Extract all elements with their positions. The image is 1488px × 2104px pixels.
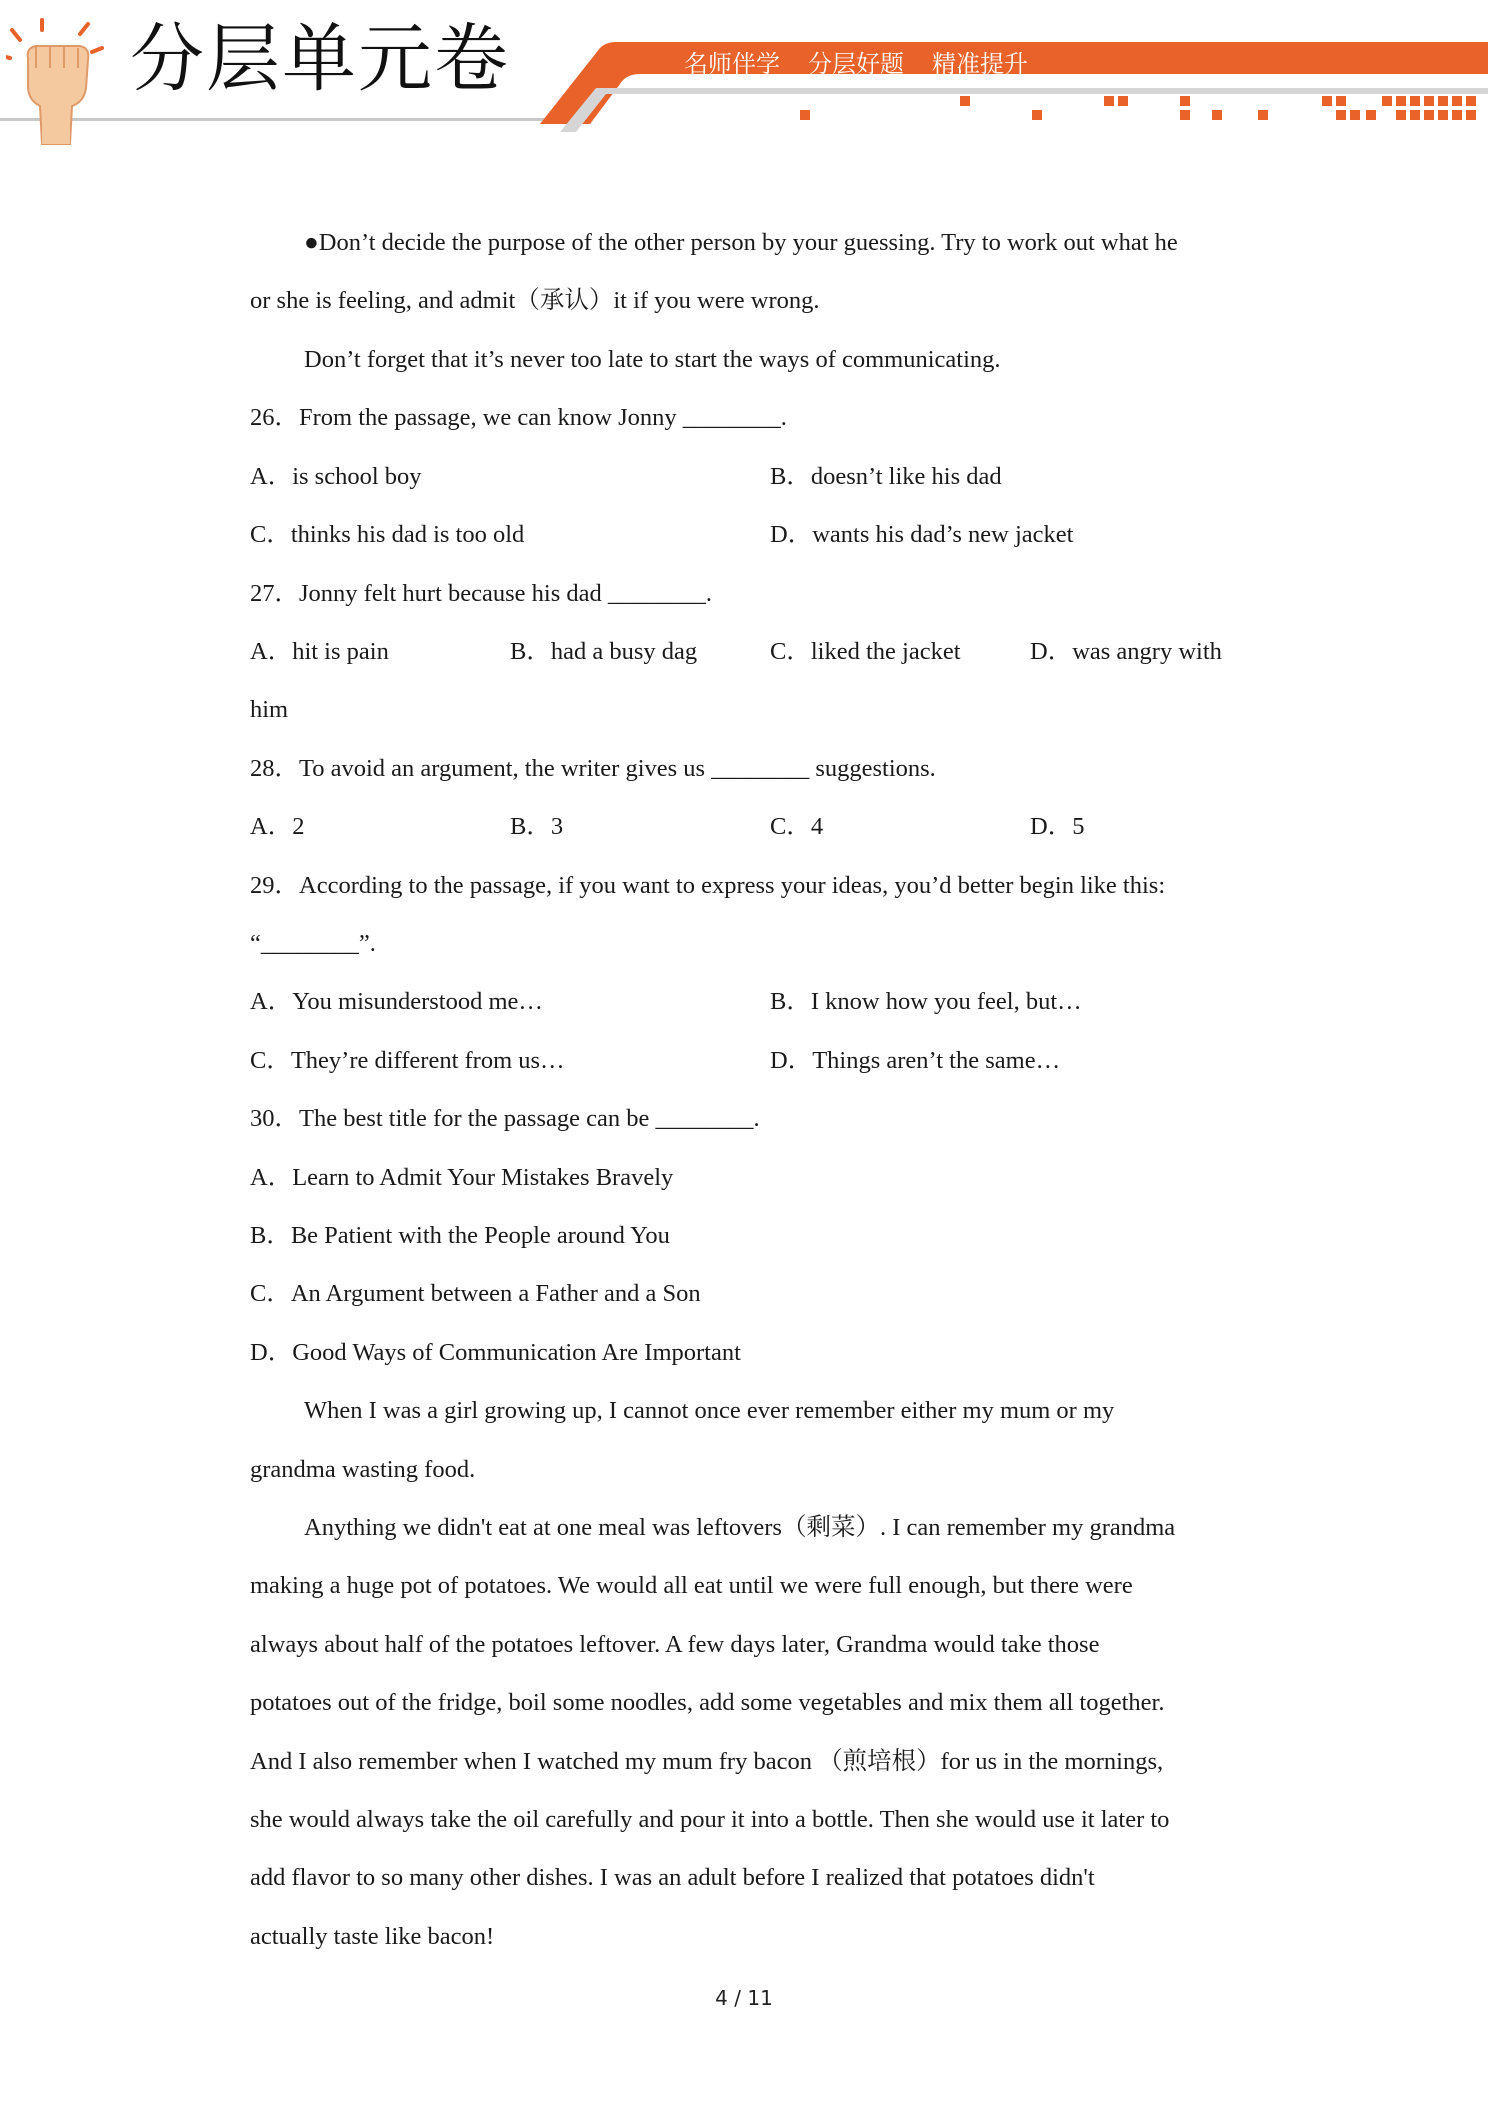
option-27-a: A．hit is pain: [250, 638, 389, 665]
option-27-d: D．was angry with: [1030, 638, 1222, 665]
option-28-a: A．2: [250, 813, 305, 840]
passage-line: When I was a girl growing up, I cannot once ever remember either my mum or my: [304, 1397, 1115, 1424]
option-29-d: D．Things aren’t the same…: [770, 1047, 1061, 1074]
option-26-c: C．thinks his dad is too old: [250, 521, 525, 548]
slogan-item: 精准提升: [932, 50, 1028, 78]
page-header: [0, 0, 1488, 150]
page-number: 4 / 11: [715, 1986, 773, 2010]
option-30-c: C．An Argument between a Father and a Son: [250, 1280, 701, 1307]
option-26-d: D．wants his dad’s new jacket: [770, 521, 1074, 548]
option-28-b: B．3: [510, 813, 564, 840]
option-29-b: B．I know how you feel, but…: [770, 988, 1082, 1015]
slogan-item: 名师伴学: [684, 50, 780, 78]
brand-title: 分层单元卷: [130, 16, 510, 102]
passage-line: grandma wasting food.: [250, 1456, 476, 1483]
option-27-b: B．had a busy dag: [510, 638, 698, 665]
option-30-d: D．Good Ways of Communication Are Important: [250, 1339, 741, 1366]
option-29-a: A．You misunderstood me…: [250, 988, 543, 1015]
question-28-stem: 28．To avoid an argument, the writer gives us ________ suggestions.: [250, 755, 936, 782]
option-26-a: A．is school boy: [250, 463, 422, 490]
slogan-item: 分层好题: [808, 50, 904, 78]
passage-line: add flavor to so many other dishes. I was an adult before I realized that potatoes didn't: [250, 1864, 1095, 1891]
passage-line: Anything we didn't eat at one meal was leftovers（剩菜）. I can remember my grandma: [304, 1514, 1176, 1541]
option-27-d-wrap: him: [250, 696, 289, 723]
option-30-a: A．Learn to Admit Your Mistakes Bravely: [250, 1164, 674, 1191]
question-26-stem: 26．From the passage, we can know Jonny ________.: [250, 404, 787, 431]
question-29-stem-cont: “________”.: [250, 930, 376, 957]
passage-line: making a huge pot of potatoes. We would all eat until we were full enough, but there were: [250, 1572, 1133, 1599]
option-27-c: C．liked the jacket: [770, 638, 961, 665]
option-26-b: B．doesn’t like his dad: [770, 463, 1002, 490]
option-29-c: C．They’re different from us…: [250, 1047, 565, 1074]
question-30-stem: 30．The best title for the passage can be ________.: [250, 1105, 760, 1132]
passage-line: actually taste like bacon!: [250, 1923, 495, 1950]
paragraph-line: or she is feeling, and admit（承认）it if you were wrong.: [250, 287, 820, 314]
paragraph-line: ●Don’t decide the purpose of the other person by your guessing. Try to work out what he: [304, 229, 1178, 256]
passage-line: potatoes out of the fridge, boil some noodles, add some vegetables and mix them all together.: [250, 1689, 1165, 1716]
passage-line: And I also remember when I watched my mum fry bacon （煎培根）for us in the mornings,: [250, 1748, 1164, 1775]
paragraph-line: Don’t forget that it’s never too late to start the ways of communicating.: [304, 346, 1001, 373]
option-30-b: B．Be Patient with the People around You: [250, 1222, 670, 1249]
option-28-d: D．5: [1030, 813, 1085, 840]
question-29-stem: 29．According to the passage, if you want to express your ideas, you’d better begin like this:: [250, 872, 1166, 899]
question-27-stem: 27．Jonny felt hurt because his dad ________.: [250, 580, 713, 607]
passage-line: she would always take the oil carefully and pour it into a bottle. Then she would use it later to: [250, 1806, 1170, 1833]
option-28-c: C．4: [770, 813, 824, 840]
passage-line: always about half of the potatoes leftover. A few days later, Grandma would take those: [250, 1631, 1100, 1658]
decorative-squares: [0, 0, 1488, 150]
